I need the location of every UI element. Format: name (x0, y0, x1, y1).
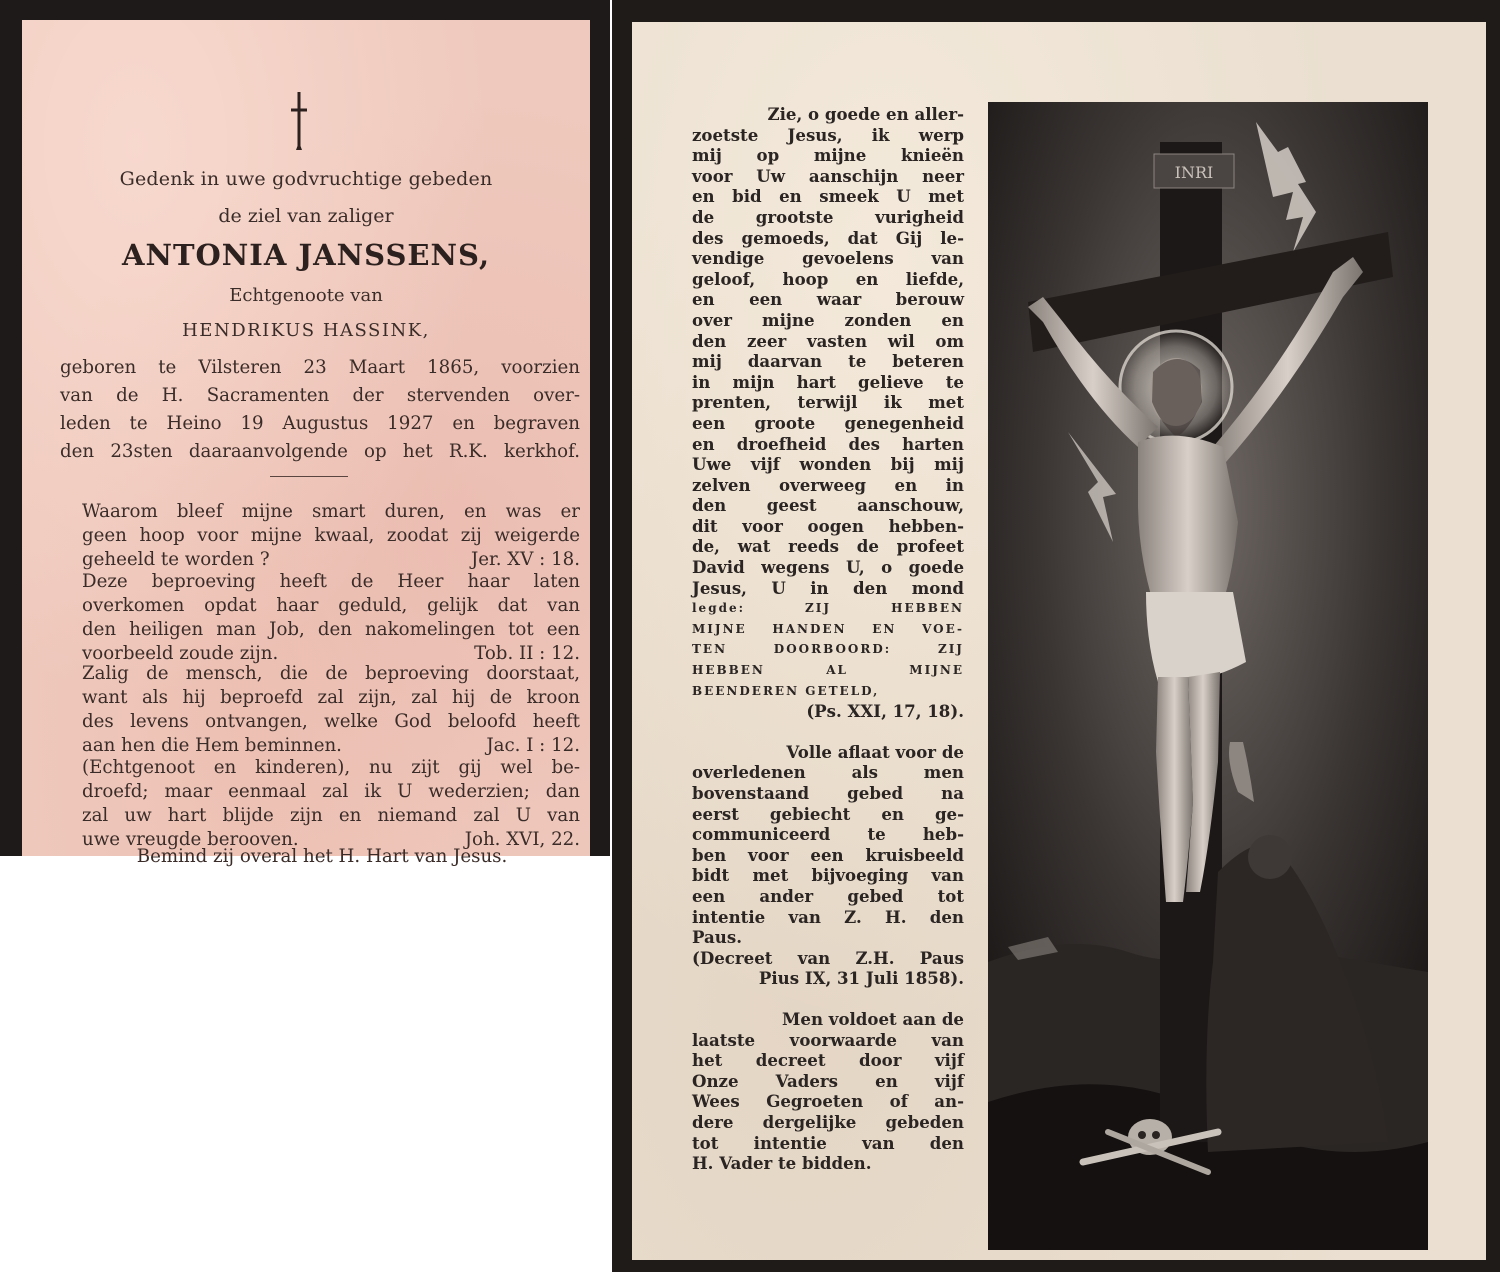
verse-text: uwe vreugde berooven. (82, 829, 299, 850)
prayer-line: den geest aanschouw, (692, 495, 964, 516)
prayer-line: en droefheid des harten (692, 433, 964, 454)
verse-last-line (82, 548, 580, 572)
indulgence-line: (Decreet van Z.H. Paus (692, 947, 964, 968)
condition-line: dere dergelijke gebeden (692, 1111, 964, 1132)
paragraph-gap (692, 989, 964, 1009)
prayer-line: Jesus, U in den mond (692, 577, 964, 598)
verse-block (82, 570, 580, 666)
condition-line: laatste voorwaarde van (692, 1029, 964, 1050)
prayer-column (692, 104, 964, 1174)
condition-line: Onze Vaders en vijf (692, 1070, 964, 1091)
verse-line: (Echtgenoot en kinderen), nu zijt gij wel be- (82, 757, 580, 778)
prayer-line: vendige gevoelens van (692, 248, 964, 269)
torso (1138, 436, 1238, 602)
verse-line: des levens ontvangen, welke God beloofd heeft (82, 711, 580, 732)
prayer-line: Zie, o goede en aller- (767, 104, 964, 124)
verse-block (82, 662, 580, 758)
verse-text: aan hen die Hem beminnen. (82, 735, 342, 756)
prayer-line: HEBBEN AL MIJNE (692, 663, 964, 678)
prayer-line: des gemoeds, dat Gij le- (692, 227, 964, 248)
intro-line-1: Gedenk in uwe godvruchtige gebeden (119, 168, 493, 190)
spouse-name: HENDRIKUS HASSINK, (182, 320, 430, 341)
verse-text: geheeld te worden ? (82, 549, 270, 570)
prayer-line: mij op mijne knieën (692, 145, 964, 166)
verse-reference: Joh. XVI, 22. (464, 829, 580, 850)
memorial-card-front (0, 0, 610, 867)
indulgence-line: ben voor een kruisbeeld (692, 844, 964, 865)
inri-text: INRI (1174, 163, 1214, 182)
condition-line: H. Vader te bidden. (692, 1153, 872, 1174)
skull-eye (1152, 1131, 1160, 1139)
memorial-card-front-paper (22, 20, 590, 867)
memorial-card-back-paper (632, 22, 1486, 1260)
prayer-line: en bid en smeek U met (692, 186, 964, 207)
verse-line: overkomen opdat haar geduld, gelijk dat van (82, 595, 580, 616)
verse-reference: Jer. XV : 18. (470, 549, 580, 570)
condition-line: Men voldoet aan de (782, 1008, 964, 1029)
crucifixion-drawing (988, 102, 1428, 1250)
verse-block (82, 756, 580, 852)
prayer-line: geloof, hoop en liefde, (692, 268, 964, 289)
indulgence-line: Pius IX, 31 Juli 1858). (758, 968, 964, 989)
condition-line: tot intentie van den (692, 1132, 964, 1153)
prayer-line: de, wat reeds de profeet (692, 536, 964, 557)
prayer-line: David wegens U, o goede (692, 557, 964, 578)
kneeling-figure-head (1248, 835, 1292, 879)
divider (270, 476, 348, 477)
crucifixion-illustration (988, 102, 1428, 1250)
condition-line: het decreet door vijf (692, 1050, 964, 1071)
prayer-line: in mijn hart gelieve te (692, 371, 964, 392)
verse-line: zal uw hart blijde zijn en niemand zal U van (82, 805, 580, 826)
memorial-card-back (612, 0, 1500, 1272)
prayer-line: dit voor oogen hebben- (692, 515, 964, 536)
indulgence-line: een ander gebed tot (692, 885, 964, 906)
verse-last-line (82, 734, 580, 758)
indulgence-line: bidt met bijvoeging van (692, 865, 964, 886)
indulgence-line: bovenstaand gebed na (692, 783, 964, 803)
verse-line: Deze beproeving heeft de Heer haar laten (82, 571, 580, 592)
spouse-label: Echtgenoote van (229, 285, 383, 306)
prayer-line: MIJNE HANDEN EN VOE- (692, 621, 964, 636)
prayer-line: BEENDEREN GETELD, (692, 683, 880, 698)
verse-line: Zalig de mensch, die de beproeving doorstaat, (82, 663, 580, 684)
indulgence-line: overledenen als men (692, 762, 964, 783)
paragraph-gap (692, 722, 964, 742)
prayer-line: zoetste Jesus, ik werp (692, 124, 964, 145)
verse-reference: Tob. II : 12. (474, 643, 580, 664)
prayer-line: Uwe vijf wonden bij mij (692, 454, 964, 475)
bio-line: van de H. Sacramenten der stervenden over- (60, 385, 580, 406)
prayer-line: zelven overweeg en in (692, 474, 964, 495)
verse-block (82, 500, 580, 572)
prayer-line: mij daarvan te beteren (692, 351, 964, 372)
verse-text: voorbeeld zoude zijn. (82, 643, 279, 664)
bio-line: den 23sten daaraanvolgende op het R.K. kerkhof. (60, 441, 580, 462)
indulgence-line: communiceerd te heb- (692, 824, 964, 845)
verse-line: droefd; maar eenmaal zal ik U wederzien; dan (82, 781, 580, 802)
bio-line: leden te Heino 19 Augustus 1927 en begraven (60, 413, 580, 434)
prayer-line: legde: ZIJ HEBBEN (692, 601, 964, 616)
loincloth (1146, 592, 1246, 682)
prayer-line: voor Uw aanschijn neer (692, 165, 964, 186)
condition-line: Wees Gegroeten of an- (692, 1091, 964, 1112)
prayer-line: en een waar berouw (692, 289, 964, 310)
prayer-line: een groote genegenheid (692, 412, 964, 433)
prayer-line: prenten, terwijl ik met (692, 392, 964, 413)
prayer-line: (Ps. XXI, 17, 18). (806, 701, 964, 722)
verse-reference: Jac. I : 12. (486, 735, 580, 756)
cross-icon (284, 90, 314, 152)
prayer-line: TEN DOORBOORD: ZIJ (692, 642, 964, 657)
verse-line: geen hoop voor mijne kwaal, zoodat zij weigerde (82, 525, 580, 546)
verse-line: den heiligen man Job, den nakomelingen tot een (82, 619, 580, 640)
closing-line: Bemind zij overal het H. Hart van Jesus. (136, 846, 508, 867)
prayer-line: de grootste vurigheid (692, 206, 964, 227)
deceased-name: ANTONIA JANSSENS, (121, 238, 491, 272)
intro-line-2: de ziel van zaliger (218, 205, 394, 227)
verse-line: want als hij beproefd zal zijn, zal hij de kroon (82, 687, 580, 708)
indulgence-line: Paus. (692, 927, 742, 948)
skull-eye (1138, 1131, 1146, 1139)
bio-line: geboren te Vilsteren 23 Maart 1865, voorzien (60, 357, 580, 378)
verse-line: Waarom bleef mijne smart duren, en was er (82, 501, 580, 522)
indulgence-line: intentie van Z. H. den (692, 906, 964, 927)
indulgence-line: Volle aflaat voor de (786, 741, 964, 762)
prayer-line: den zeer vasten wil om (692, 330, 964, 351)
prayer-line: over mijne zonden en (692, 309, 964, 330)
indulgence-line: eerst gebiecht en ge- (692, 803, 964, 824)
